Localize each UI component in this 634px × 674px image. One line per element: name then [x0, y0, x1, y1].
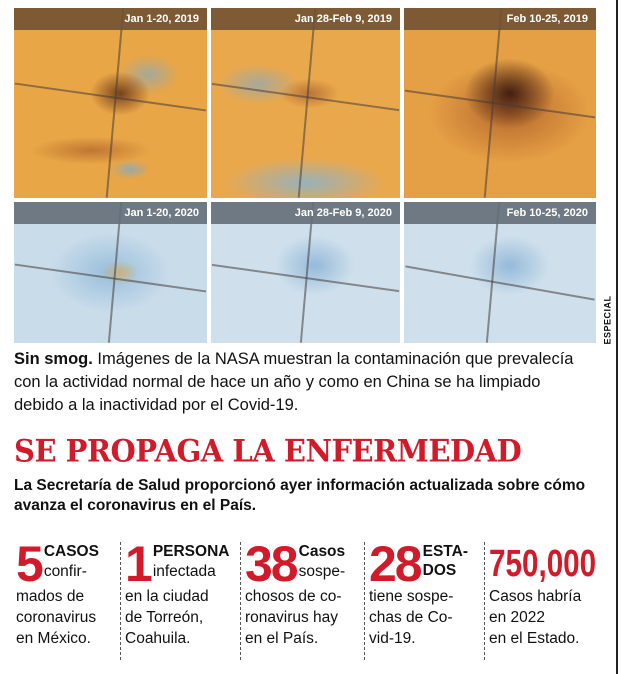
- stat-infected-person: [120, 536, 238, 660]
- stat-confirmed-cases: [12, 536, 120, 660]
- stat-number: 38: [245, 536, 297, 592]
- stat-text: en el País.: [245, 630, 319, 647]
- map-date-label: Jan 1-20, 2019: [14, 8, 207, 30]
- stat-text: en el Estado.: [489, 630, 580, 647]
- stat-number: 1: [125, 536, 151, 592]
- stat-states: [364, 536, 482, 660]
- stat-text: infectada: [152, 563, 216, 580]
- stat-text: sospe-: [298, 563, 346, 580]
- stat-text: chas de Co-: [369, 609, 453, 626]
- stat-text: en 2022: [489, 609, 546, 626]
- subheadline: La Secretaría de Salud proporcionó ayer información actualizada sobre cómo avanza el coronavirus en el País.: [14, 477, 586, 514]
- photo-credit: ESPECIAL: [602, 295, 613, 345]
- map-2020-late-jan: [211, 202, 400, 343]
- stat-text: chosos de co-: [245, 588, 342, 605]
- stat-label: DOS: [422, 562, 457, 579]
- map-2019-late-jan: [211, 8, 400, 198]
- caption-lead: Sin smog.: [14, 350, 93, 368]
- stat-text: confir-: [43, 563, 87, 580]
- column-rule: [616, 0, 618, 674]
- map-date-label: Feb 10-25, 2019: [404, 8, 596, 30]
- map-2019-feb: [404, 8, 596, 198]
- stat-text: Coahuila.: [125, 630, 191, 647]
- stat-text: en México.: [16, 630, 91, 647]
- stat-text: en la ciudad: [125, 588, 209, 605]
- stat-text: coronavirus: [16, 609, 97, 626]
- stat-suspected-cases: [240, 536, 362, 660]
- stat-text: mados de: [16, 588, 85, 605]
- stat-number: 750,000: [489, 543, 597, 585]
- map-2019-jan: [14, 8, 207, 198]
- caption-text: Imágenes de la NASA muestran la contaminación que prevalecía con la actividad normal de hace un año y como en China se ha limpiado debido a la inactividad por el Covid-19.: [14, 350, 574, 414]
- stat-label: ESTA-: [422, 543, 468, 560]
- stat-number: 28: [369, 536, 421, 592]
- map-date-label: Jan 28-Feb 9, 2020: [211, 202, 400, 224]
- headline: SE PROPAGA LA ENFERMEDAD: [14, 433, 522, 469]
- stat-label: CASOS: [43, 543, 99, 560]
- map-2020-jan: [14, 202, 207, 343]
- stat-text: ronavirus hay: [245, 609, 339, 626]
- stat-text: tiene sospe-: [369, 588, 454, 605]
- map-date-label: Feb 10-25, 2020: [404, 202, 596, 224]
- photo-caption: [14, 348, 594, 417]
- map-2020-feb: [404, 202, 596, 343]
- stat-projected-cases: [484, 542, 604, 660]
- stat-number: 5: [16, 536, 42, 592]
- map-date-label: Jan 1-20, 2020: [14, 202, 207, 224]
- stat-text: vid-19.: [369, 630, 416, 647]
- stat-label: PERSONA: [152, 543, 230, 560]
- stat-label: Casos: [298, 543, 346, 560]
- map-date-label: Jan 28-Feb 9, 2019: [211, 8, 400, 30]
- stat-text: de Torreón,: [125, 609, 204, 626]
- stat-text: Casos habría: [489, 588, 582, 605]
